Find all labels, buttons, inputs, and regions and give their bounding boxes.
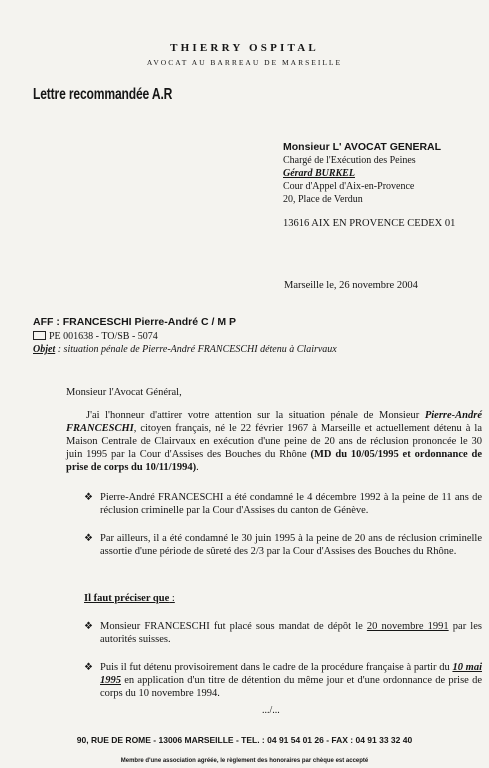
subject-text: : situation pénale de Pierre-André FRANCESCHI détenu à Clairvaux <box>55 344 337 355</box>
bullet-item <box>84 491 482 517</box>
subject-line <box>33 343 337 356</box>
bullet-item <box>84 532 482 558</box>
section-heading-colon: : <box>169 593 175 604</box>
file-reference <box>33 330 158 343</box>
section-heading <box>84 592 175 605</box>
continued-marker: .../... <box>262 705 280 716</box>
footer-address: 90, RUE DE ROME - 13006 MARSEILLE - TEL. : 04 91 54 01 26 - FAX : 04 91 33 32 40 <box>76 735 413 745</box>
bullet-date: 10 mai 1995 <box>100 662 482 686</box>
recipient-court: Cour d'Appel d'Aix-en-Provence <box>283 181 415 192</box>
case-reference: AFF : FRANCESCHI Pierre-André C / M P <box>33 316 237 328</box>
salutation: Monsieur l'Avocat Général, <box>66 387 182 398</box>
bullet-item <box>84 661 482 700</box>
bullet-text: Pierre-André FRANCESCHI a été condamné le 4 décembre 1992 à la peine de 11 ans de réclusion criminelle par la Cour d'Assises du canton de Génève. <box>100 492 482 516</box>
recipient-block <box>283 141 483 230</box>
paragraph-text: J'ai l'honneur d'attirer votre attention sur la situation pénale de Monsieur <box>86 410 425 421</box>
diamond-bullet-icon: ❖ <box>84 533 93 544</box>
diamond-bullet-icon: ❖ <box>84 492 93 503</box>
folder-icon <box>33 331 46 340</box>
paragraph-text: . <box>196 462 199 473</box>
subject-label: Objet <box>33 344 56 355</box>
bullet-text: Monsieur FRANCESCHI fut placé sous mandat de dépôt le <box>100 621 367 632</box>
file-number: PE 001638 - TO/SB - 5074 <box>49 331 158 342</box>
diamond-bullet-icon: ❖ <box>84 621 93 632</box>
recipient-street: 20, Place de Verdun <box>283 194 363 205</box>
bullet-text: Par ailleurs, il a été condamné le 30 juin 1995 à la peine de 20 ans de réclusion criminelle assortie d'une période de sûreté des 2/3 par la Cour d'Assises des Bouches du Rhône. <box>100 533 482 557</box>
recipient-name: Gérard BURKEL <box>283 168 355 179</box>
recipient-role: Chargé de l'Exécution des Peines <box>283 155 416 166</box>
bullet-item <box>84 620 482 646</box>
detainee-name: Pierre-André FRANCESCHI <box>66 410 482 434</box>
letter-date: Marseille le, 26 novembre 2004 <box>284 280 418 291</box>
section-heading-text: Il faut préciser que <box>84 593 170 604</box>
diamond-bullet-icon: ❖ <box>84 662 93 673</box>
bullet-text: par les autorités suisses. <box>100 621 482 645</box>
recipient-title: Monsieur L' AVOCAT GENERAL <box>283 141 442 153</box>
registered-mail-heading: Lettre recommandée A.R <box>33 86 173 103</box>
footer-note: Membre d'une association agréée, le règlement des honoraires par chèque est accepté <box>120 758 369 764</box>
intro-paragraph <box>66 409 482 474</box>
bullet-text: en application d'un titre de détention du même jour et d'une ordonnance de prise de corps du 10 novembre 1994. <box>100 675 482 699</box>
bullet-date: 20 novembre 1991 <box>366 621 449 632</box>
letterhead-name: THIERRY OSPITAL <box>170 42 319 54</box>
bullet-text: Puis il fut détenu provisoirement dans le cadre de la procédure française à partir du <box>100 662 453 673</box>
paragraph-text: , citoyen français, né le 22 février 1967 à Marseille et actuellement détenu à la Maison Centrale de Clairvaux en exécution d'une peine de 20 ans de réclusion prononcée le 30 juin 1995 par la Cour d'Assises des Bouches du Rhône <box>66 423 482 460</box>
letterhead-subtitle: AVOCAT AU BARREAU DE MARSEILLE <box>146 58 343 67</box>
paragraph-reference: (MD du 10/05/1995 et ordonnance de prise de corps du 10/11/1994) <box>66 449 483 473</box>
recipient-city: 13616 AIX EN PROVENCE CEDEX 01 <box>283 218 456 229</box>
